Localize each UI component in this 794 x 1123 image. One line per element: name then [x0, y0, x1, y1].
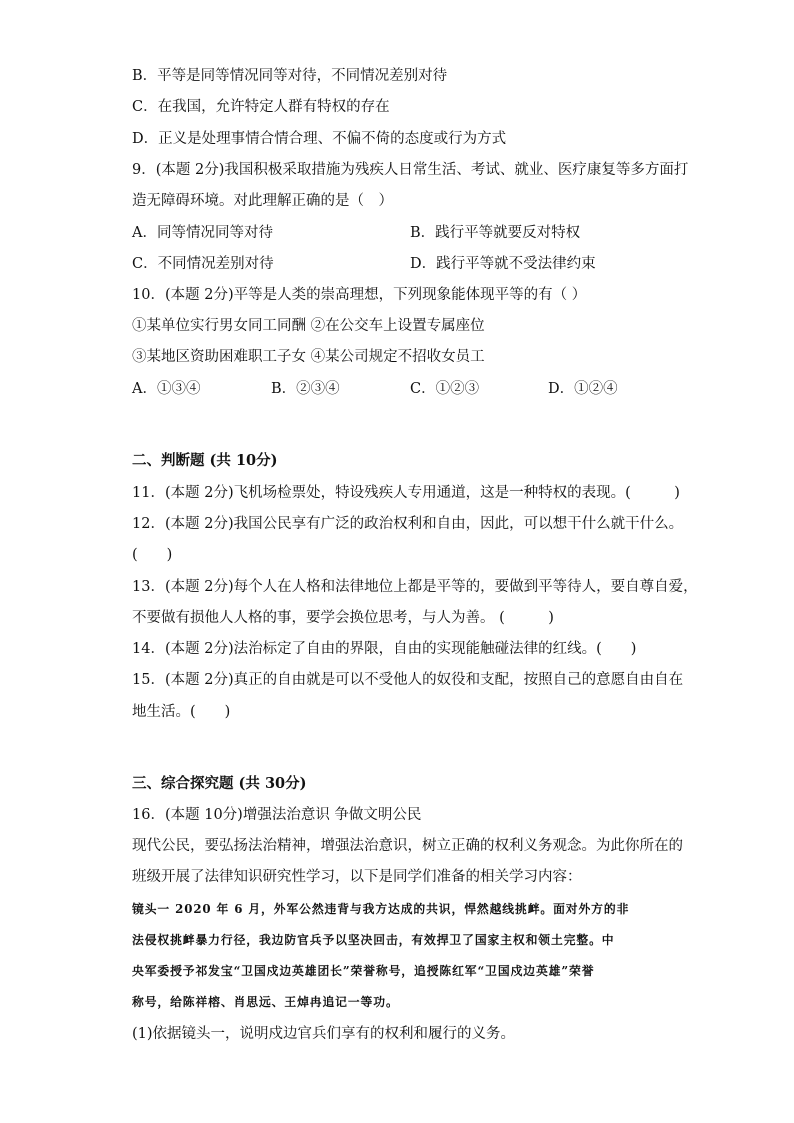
q16-material-line1: 镜头一 2020 年 6 月，外军公然违背与我方达成的共识，悍然越线挑衅。面对外方的非	[132, 902, 630, 916]
q9-stem-line1: 9．(本题 2分)我国积极采取措施为残疾人日常生活、考试、就业、医疗康复等多方面打	[132, 162, 689, 178]
q13-line2: 不要做有损他人人格的事，要学会换位思考，与人为善。 ( )	[132, 610, 554, 626]
q8-option-b: B．平等是同等情况同等对待，不同情况差别对待	[132, 68, 448, 84]
q10-option-b: B．②③④	[271, 381, 340, 397]
q10-items-line1: ①某单位实行男女同工同酬 ②在公交车上设置专属座位	[132, 318, 485, 334]
q12-line2: ( )	[132, 547, 173, 563]
q9-option-a: A．同等情况同等对待	[132, 225, 273, 241]
q16-material-line4: 称号，给陈祥榕、肖思远、王焯冉追记一等功。	[132, 995, 399, 1009]
q16-intro-line2: 班级开展了法律知识研究性学习，以下是同学们准备的相关学习内容：	[132, 869, 582, 885]
q9-option-c: C．不同情况差别对待	[132, 256, 274, 272]
section-2-title: 二、判断题 (共 10分)	[132, 452, 278, 469]
q15-line2: 地生活。( )	[132, 704, 231, 720]
q15-line1: 15．(本题 2分)真正的自由就是可以不受他人的奴役和支配，按照自己的意愿自由自在	[132, 672, 684, 688]
q9-stem-line2: 造无障碍环境。对此理解正确的是（ ）	[132, 193, 393, 209]
q9-option-b: B．践行平等就要反对特权	[410, 225, 581, 241]
q12-line1: 12．(本题 2分)我国公民享有广泛的政治权利和自由，因此，可以想干什么就干什么。	[132, 516, 684, 532]
q13-line1: 13．(本题 2分)每个人在人格和法律地位上都是平等的，要做到平等待人，要自尊自爱，	[132, 579, 698, 595]
q14: 14．(本题 2分)法治标定了自由的界限，自由的实现能触碰法律的红线。( )	[132, 641, 637, 657]
q16-subquestion-1: (1)依据镜头一，说明戍边官兵们享有的权利和履行的义务。	[132, 1026, 516, 1042]
q9-option-d: D．践行平等就不受法律约束	[410, 256, 596, 272]
q16-title: 16．(本题 10分)增强法治意识 争做文明公民	[132, 807, 422, 823]
section-3-title: 三、综合探究题 (共 30分)	[132, 775, 307, 792]
q10-items-line2: ③某地区资助困难职工子女 ④某公司规定不招收女员工	[132, 349, 485, 365]
q16-material-line2: 法侵权挑衅暴力行径，我边防官兵予以坚决回击，有效捍卫了国家主权和领土完整。中	[132, 933, 615, 947]
q10-option-a: A．①③④	[132, 381, 201, 397]
q10-option-c: C．①②③	[410, 381, 480, 397]
q10-option-d: D．①②④	[548, 381, 618, 397]
q11: 11．(本题 2分)飞机场检票处，特设残疾人专用通道，这是一种特权的表现。( )	[132, 485, 680, 501]
q16-intro-line1: 现代公民，要弘扬法治精神，增强法治意识，树立正确的权利义务观念。为此你所在的	[132, 838, 683, 854]
q8-option-d: D．正义是处理事情合情合理、不偏不倚的态度或行为方式	[132, 131, 507, 147]
q8-option-c: C．在我国，允许特定人群有特权的存在	[132, 99, 390, 115]
q16-material-line3: 央军委授予祁发宝“卫国戍边英雄团长”荣誉称号，追授陈红军“卫国戍边英雄”荣誉	[132, 964, 595, 978]
q10-stem: 10．(本题 2分)平等是人类的崇高理想，下列现象能体现平等的有（ ）	[132, 287, 587, 303]
